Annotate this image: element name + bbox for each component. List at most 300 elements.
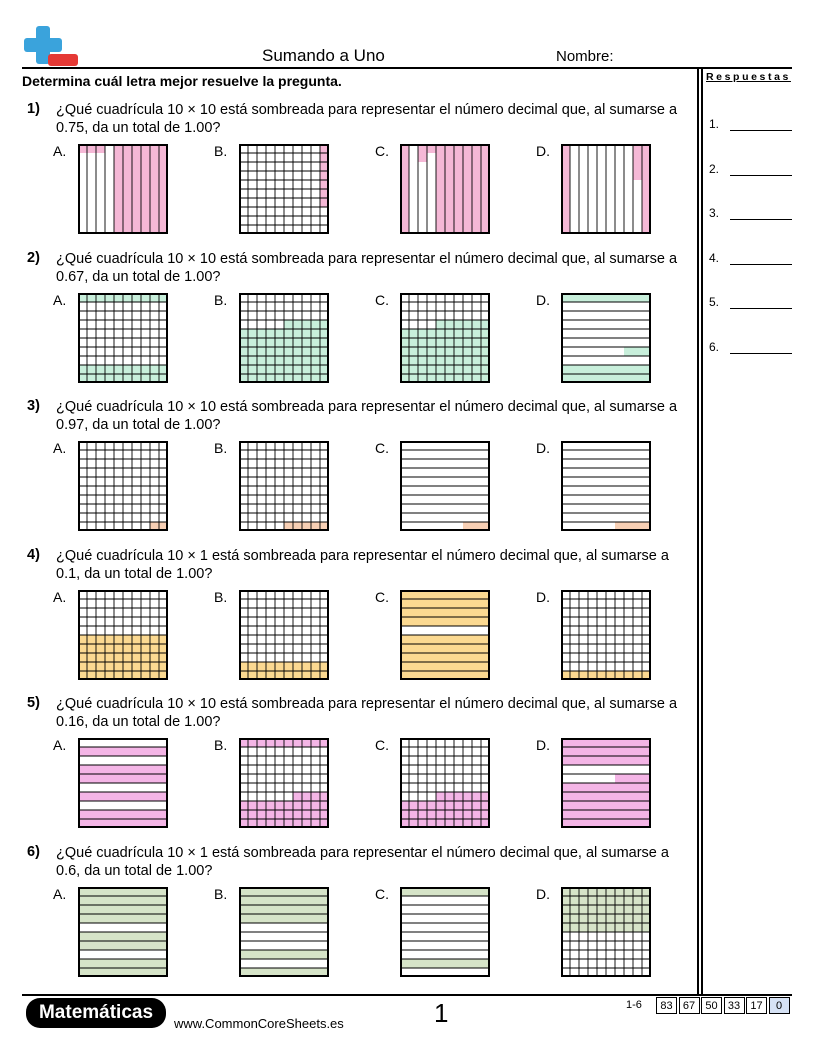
- shaded-cell: [463, 662, 472, 671]
- shaded-cell: [132, 959, 141, 968]
- name-label: Nombre:: [556, 48, 614, 65]
- shaded-cell: [266, 810, 275, 819]
- shaded-cell: [266, 950, 275, 959]
- shaded-cell: [123, 644, 132, 653]
- shaded-cell: [633, 347, 642, 356]
- shaded-cell: [445, 653, 454, 662]
- shaded-cell: [105, 774, 114, 783]
- shaded-cell: [570, 914, 579, 923]
- shaded-cell: [454, 801, 463, 810]
- decimal-grid[interactable]: [239, 887, 329, 977]
- shaded-cell: [141, 662, 150, 671]
- shaded-cell: [284, 320, 293, 329]
- shaded-cell: [445, 347, 454, 356]
- shaded-cell: [293, 347, 302, 356]
- decimal-grid[interactable]: [400, 887, 490, 977]
- decimal-grid[interactable]: [561, 738, 651, 828]
- score-box: 67: [679, 997, 700, 1014]
- option-letter[interactable]: B.: [214, 885, 228, 902]
- question-number: 2): [27, 249, 40, 266]
- shaded-cell: [87, 959, 96, 968]
- shaded-cell: [409, 644, 418, 653]
- shaded-cell: [606, 896, 615, 905]
- shaded-cell: [579, 783, 588, 792]
- shaded-cell: [436, 792, 445, 801]
- shaded-cell: [633, 923, 642, 932]
- shaded-cell: [114, 747, 123, 756]
- shaded-cell: [436, 347, 445, 356]
- shaded-cell: [311, 801, 320, 810]
- shaded-cell: [606, 792, 615, 801]
- shaded-cell: [597, 792, 606, 801]
- shaded-cell: [275, 950, 284, 959]
- shaded-cell: [266, 914, 275, 923]
- shaded-cell: [436, 635, 445, 644]
- shaded-cell: [275, 347, 284, 356]
- shaded-cell: [293, 338, 302, 347]
- shaded-cell: [141, 180, 150, 189]
- shaded-cell: [597, 756, 606, 765]
- option-letter[interactable]: C.: [375, 737, 389, 753]
- shaded-cell: [141, 216, 150, 225]
- option-letter[interactable]: B.: [214, 291, 228, 308]
- shaded-cell: [257, 905, 266, 914]
- shaded-cell: [454, 216, 463, 225]
- shaded-cell: [427, 347, 436, 356]
- option-letter[interactable]: B.: [214, 440, 228, 456]
- decimal-grid[interactable]: [78, 887, 168, 977]
- shaded-cell: [445, 792, 454, 801]
- shaded-cell: [150, 896, 159, 905]
- shaded-cell: [266, 365, 275, 374]
- shaded-cell: [87, 653, 96, 662]
- shaded-cell: [302, 320, 311, 329]
- shaded-cell: [579, 810, 588, 819]
- shaded-cell: [132, 171, 141, 180]
- decimal-grid[interactable]: [78, 738, 168, 828]
- decimal-grid[interactable]: [78, 144, 168, 234]
- shaded-cell: [248, 914, 257, 923]
- shaded-cell: [418, 347, 427, 356]
- shaded-cell: [418, 608, 427, 617]
- decimal-grid[interactable]: [239, 590, 329, 680]
- shaded-cell: [150, 905, 159, 914]
- shaded-cell: [123, 635, 132, 644]
- shaded-cell: [597, 365, 606, 374]
- shaded-cell: [418, 599, 427, 608]
- shaded-cell: [284, 905, 293, 914]
- brand-badge: Matemáticas: [26, 998, 166, 1028]
- question-text: ¿Qué cuadrícula 10 × 10 está sombreada para representar el número decimal que, al sumarse a 0.16, da un total de 1.00?: [56, 696, 678, 730]
- shaded-cell: [624, 905, 633, 914]
- shaded-cell: [472, 198, 481, 207]
- shaded-cell: [463, 198, 472, 207]
- shaded-cell: [472, 653, 481, 662]
- shaded-cell: [633, 896, 642, 905]
- option-letter[interactable]: D.: [536, 885, 550, 902]
- answer-blank[interactable]: [730, 353, 792, 354]
- shaded-cell: [463, 635, 472, 644]
- shaded-cell: [87, 765, 96, 774]
- shaded-cell: [624, 923, 633, 932]
- footer-divider: [22, 994, 792, 996]
- shaded-cell: [463, 653, 472, 662]
- question-number: 3): [27, 398, 40, 414]
- answer-blank[interactable]: [730, 175, 792, 176]
- shaded-cell: [418, 329, 427, 338]
- decimal-grid[interactable]: [78, 590, 168, 680]
- shaded-cell: [293, 950, 302, 959]
- shaded-cell: [588, 923, 597, 932]
- shaded-cell: [311, 914, 320, 923]
- shaded-cell: [96, 765, 105, 774]
- shaded-cell: [633, 162, 642, 171]
- shaded-cell: [570, 923, 579, 932]
- shaded-cell: [579, 896, 588, 905]
- shaded-cell: [463, 329, 472, 338]
- shaded-cell: [454, 599, 463, 608]
- shaded-cell: [141, 959, 150, 968]
- shaded-cell: [633, 365, 642, 374]
- score-range: 1-6: [626, 999, 642, 1011]
- shaded-cell: [311, 356, 320, 365]
- shaded-cell: [150, 774, 159, 783]
- option-letter[interactable]: A.: [53, 291, 67, 308]
- shaded-cell: [248, 896, 257, 905]
- shaded-cell: [409, 653, 418, 662]
- decimal-grid[interactable]: [400, 293, 490, 383]
- shaded-cell: [624, 747, 633, 756]
- shaded-cell: [436, 356, 445, 365]
- option-letter[interactable]: A.: [53, 588, 67, 605]
- answer-label: 4.: [709, 250, 720, 265]
- shaded-cell: [105, 747, 114, 756]
- shaded-cell: [454, 662, 463, 671]
- answer-blank[interactable]: [730, 130, 792, 131]
- shaded-cell: [275, 662, 284, 671]
- answer-blank[interactable]: [730, 308, 792, 309]
- shaded-cell: [606, 365, 615, 374]
- shaded-cell: [454, 162, 463, 171]
- shaded-cell: [588, 810, 597, 819]
- shaded-cell: [150, 216, 159, 225]
- shaded-cell: [302, 905, 311, 914]
- shaded-cell: [96, 635, 105, 644]
- shaded-cell: [427, 599, 436, 608]
- shaded-cell: [472, 644, 481, 653]
- option-letter[interactable]: C.: [375, 440, 389, 456]
- shaded-cell: [311, 347, 320, 356]
- shaded-cell: [302, 338, 311, 347]
- shaded-cell: [606, 914, 615, 923]
- shaded-cell: [463, 162, 472, 171]
- shaded-cell: [588, 801, 597, 810]
- shaded-cell: [615, 801, 624, 810]
- shaded-cell: [606, 801, 615, 810]
- shaded-cell: [275, 329, 284, 338]
- decimal-grid[interactable]: [239, 144, 329, 234]
- shaded-cell: [266, 905, 275, 914]
- shaded-cell: [436, 644, 445, 653]
- shaded-cell: [105, 896, 114, 905]
- decimal-grid[interactable]: [400, 441, 490, 531]
- shaded-cell: [123, 189, 132, 198]
- shaded-cell: [311, 792, 320, 801]
- shaded-cell: [141, 198, 150, 207]
- option-letter[interactable]: B.: [214, 737, 228, 753]
- shaded-cell: [123, 153, 132, 162]
- option-letter[interactable]: C.: [375, 588, 389, 605]
- option-letter[interactable]: B.: [214, 143, 228, 159]
- shaded-cell: [132, 914, 141, 923]
- decimal-grid[interactable]: [239, 441, 329, 531]
- shaded-cell: [248, 338, 257, 347]
- shaded-cell: [570, 810, 579, 819]
- shaded-cell: [436, 329, 445, 338]
- shaded-cell: [463, 356, 472, 365]
- option-letter[interactable]: A.: [53, 440, 67, 456]
- shaded-cell: [588, 365, 597, 374]
- option-letter[interactable]: D.: [536, 440, 550, 456]
- answer-blank[interactable]: [730, 219, 792, 220]
- shaded-cell: [302, 896, 311, 905]
- option-letter[interactable]: D.: [536, 143, 550, 159]
- decimal-grid[interactable]: [561, 887, 651, 977]
- shaded-cell: [293, 810, 302, 819]
- decimal-grid[interactable]: [78, 441, 168, 531]
- shaded-cell: [633, 774, 642, 783]
- shaded-cell: [114, 216, 123, 225]
- decimal-grid[interactable]: [78, 293, 168, 383]
- shaded-cell: [409, 801, 418, 810]
- shaded-cell: [311, 810, 320, 819]
- option-letter[interactable]: D.: [536, 737, 550, 753]
- shaded-cell: [445, 356, 454, 365]
- shaded-cell: [427, 959, 436, 968]
- shaded-cell: [463, 644, 472, 653]
- shaded-cell: [436, 162, 445, 171]
- shaded-cell: [570, 792, 579, 801]
- shaded-cell: [150, 810, 159, 819]
- shaded-cell: [570, 747, 579, 756]
- shaded-cell: [436, 180, 445, 189]
- shaded-cell: [615, 810, 624, 819]
- answer-column-divider: [701, 67, 703, 994]
- shaded-cell: [409, 635, 418, 644]
- decimal-grid[interactable]: [561, 293, 651, 383]
- shaded-cell: [105, 905, 114, 914]
- shaded-cell: [445, 320, 454, 329]
- shaded-cell: [123, 905, 132, 914]
- shaded-cell: [588, 747, 597, 756]
- shaded-cell: [114, 644, 123, 653]
- question-text: ¿Qué cuadrícula 10 × 1 está sombreada para representar el número decimal que, al sumarse a 0.6, da un total de 1.00?: [56, 844, 669, 879]
- shaded-cell: [409, 365, 418, 374]
- shaded-cell: [615, 783, 624, 792]
- shaded-cell: [454, 180, 463, 189]
- shaded-cell: [105, 914, 114, 923]
- shaded-cell: [463, 617, 472, 626]
- shaded-cell: [472, 662, 481, 671]
- shaded-cell: [275, 365, 284, 374]
- shaded-cell: [293, 356, 302, 365]
- shaded-cell: [454, 644, 463, 653]
- shaded-cell: [114, 653, 123, 662]
- shaded-cell: [123, 932, 132, 941]
- shaded-cell: [141, 810, 150, 819]
- shaded-cell: [302, 662, 311, 671]
- question-text: ¿Qué cuadrícula 10 × 1 está sombreada para representar el número decimal que, al sumarse a 0.1, da un total de 1.00?: [56, 547, 669, 582]
- shaded-cell: [105, 932, 114, 941]
- shaded-cell: [463, 810, 472, 819]
- shaded-cell: [141, 905, 150, 914]
- shaded-cell: [141, 941, 150, 950]
- shaded-cell: [141, 189, 150, 198]
- shaded-cell: [132, 189, 141, 198]
- option-letter[interactable]: C.: [375, 885, 389, 902]
- decimal-grid[interactable]: [400, 738, 490, 828]
- option-letter[interactable]: A.: [53, 885, 67, 902]
- shaded-cell: [454, 347, 463, 356]
- shaded-cell: [624, 914, 633, 923]
- shaded-cell: [96, 959, 105, 968]
- shaded-cell: [436, 338, 445, 347]
- shaded-cell: [472, 617, 481, 626]
- option-letter[interactable]: D.: [536, 588, 550, 605]
- shaded-cell: [248, 905, 257, 914]
- shaded-cell: [96, 653, 105, 662]
- shaded-cell: [588, 783, 597, 792]
- shaded-cell: [624, 783, 633, 792]
- shaded-cell: [123, 810, 132, 819]
- decimal-grid[interactable]: [561, 144, 651, 234]
- shaded-cell: [257, 662, 266, 671]
- shaded-cell: [87, 644, 96, 653]
- shaded-cell: [454, 959, 463, 968]
- shaded-cell: [87, 774, 96, 783]
- shaded-cell: [427, 801, 436, 810]
- option-letter[interactable]: C.: [375, 143, 389, 159]
- shaded-cell: [454, 635, 463, 644]
- shaded-cell: [427, 608, 436, 617]
- shaded-cell: [114, 153, 123, 162]
- shaded-cell: [150, 959, 159, 968]
- shaded-cell: [409, 662, 418, 671]
- decimal-grid[interactable]: [561, 590, 651, 680]
- option-letter[interactable]: C.: [375, 291, 389, 308]
- shaded-cell: [445, 801, 454, 810]
- shaded-cell: [141, 914, 150, 923]
- shaded-cell: [427, 653, 436, 662]
- shaded-cell: [418, 959, 427, 968]
- shaded-cell: [257, 365, 266, 374]
- shaded-cell: [427, 635, 436, 644]
- shaded-cell: [257, 356, 266, 365]
- shaded-cell: [472, 801, 481, 810]
- shaded-cell: [633, 905, 642, 914]
- shaded-cell: [472, 216, 481, 225]
- option-letter[interactable]: A.: [53, 737, 67, 753]
- shaded-cell: [436, 189, 445, 198]
- shaded-cell: [454, 198, 463, 207]
- decimal-grid[interactable]: [400, 590, 490, 680]
- shaded-cell: [132, 941, 141, 950]
- shaded-cell: [454, 207, 463, 216]
- shaded-cell: [114, 635, 123, 644]
- decimal-grid[interactable]: [239, 738, 329, 828]
- shaded-cell: [418, 338, 427, 347]
- option-letter[interactable]: B.: [214, 588, 228, 605]
- question-number: 5): [27, 695, 40, 711]
- shaded-cell: [472, 792, 481, 801]
- shaded-cell: [445, 189, 454, 198]
- score-box: 17: [746, 997, 767, 1014]
- shaded-cell: [257, 347, 266, 356]
- shaded-cell: [114, 932, 123, 941]
- decimal-grid[interactable]: [400, 144, 490, 234]
- shaded-cell: [96, 914, 105, 923]
- shaded-cell: [445, 171, 454, 180]
- shaded-cell: [445, 959, 454, 968]
- shaded-cell: [132, 153, 141, 162]
- shaded-cell: [248, 356, 257, 365]
- shaded-cell: [114, 774, 123, 783]
- shaded-cell: [597, 783, 606, 792]
- plus-minus-logo-icon: [22, 24, 80, 68]
- shaded-cell: [445, 338, 454, 347]
- shaded-cell: [409, 617, 418, 626]
- shaded-cell: [579, 905, 588, 914]
- shaded-cell: [436, 608, 445, 617]
- shaded-cell: [123, 207, 132, 216]
- shaded-cell: [150, 765, 159, 774]
- shaded-cell: [472, 810, 481, 819]
- shaded-cell: [114, 189, 123, 198]
- question-text: ¿Qué cuadrícula 10 × 10 está sombreada para representar el número decimal que, al sumarse a 0.97, da un total de 1.00?: [56, 399, 678, 433]
- shaded-cell: [472, 635, 481, 644]
- decimal-grid[interactable]: [561, 441, 651, 531]
- shaded-cell: [248, 950, 257, 959]
- site-url[interactable]: www.CommonCoreSheets.es: [174, 1016, 344, 1031]
- shaded-cell: [588, 756, 597, 765]
- shaded-cell: [436, 617, 445, 626]
- shaded-cell: [150, 171, 159, 180]
- shaded-cell: [463, 338, 472, 347]
- shaded-cell: [257, 338, 266, 347]
- option-letter[interactable]: D.: [536, 291, 550, 308]
- shaded-cell: [472, 171, 481, 180]
- shaded-cell: [141, 774, 150, 783]
- shaded-cell: [302, 356, 311, 365]
- shaded-cell: [445, 635, 454, 644]
- shaded-cell: [418, 644, 427, 653]
- shaded-cell: [96, 747, 105, 756]
- shaded-cell: [445, 617, 454, 626]
- shaded-cell: [141, 171, 150, 180]
- shaded-cell: [633, 153, 642, 162]
- answer-blank[interactable]: [730, 264, 792, 265]
- shaded-cell: [427, 662, 436, 671]
- decimal-grid[interactable]: [239, 293, 329, 383]
- shaded-cell: [570, 905, 579, 914]
- shaded-cell: [284, 356, 293, 365]
- option-letter[interactable]: A.: [53, 143, 67, 159]
- shaded-cell: [311, 662, 320, 671]
- answer-label: 6.: [709, 339, 720, 354]
- shaded-cell: [284, 365, 293, 374]
- shaded-cell: [445, 207, 454, 216]
- shaded-cell: [472, 189, 481, 198]
